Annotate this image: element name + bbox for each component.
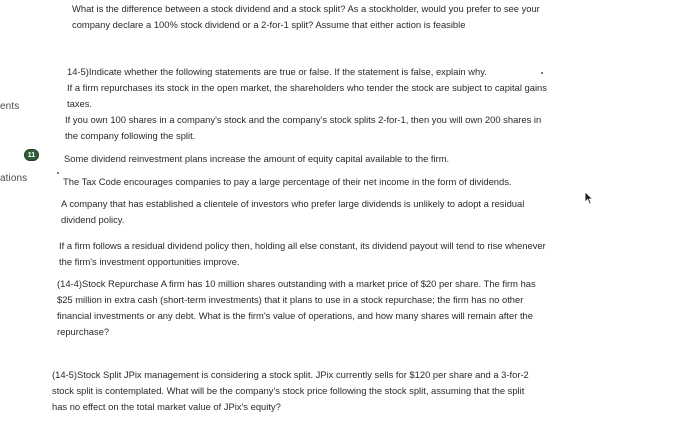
question-true-false-intro <box>67 64 627 112</box>
statement-dividend-reinvestment <box>64 151 634 167</box>
step-number-badge: 11 <box>24 149 39 161</box>
problem-stock-split <box>52 367 642 415</box>
question-line: stock split is contemplated. What will be the company's stock price following the stock split, assuming that the split <box>52 385 525 396</box>
sidebar-tab-applications[interactable]: ations <box>0 173 28 184</box>
bullet-dot-mark <box>57 172 59 174</box>
question-line: financial investments or any debt. What is the firm's value of operations, and how many shares will remain after the <box>57 310 533 321</box>
statement-clientele-effect <box>61 196 631 228</box>
question-line: dividend policy. <box>61 214 125 225</box>
question-line: If a firm repurchases its stock in the open market, the shareholders who tender the stock are subject to capital gains <box>67 82 547 93</box>
question-line: A company that has established a clientele of investors who prefer large dividends is unlikely to adopt a residual <box>61 198 525 209</box>
question-dividend-vs-split <box>72 1 612 33</box>
question-line: the firm's investment opportunities improve. <box>59 256 240 267</box>
question-line: (14-5)Stock Split JPix management is considering a stock split. JPix currently sells for $120 per share and a 3-for-2 <box>52 369 529 380</box>
question-line: If a firm follows a residual dividend policy then, holding all else constant, its dividend payout will tend to rise whenever <box>59 240 546 251</box>
question-line: repurchase? <box>57 326 110 337</box>
statement-residual-policy <box>59 238 639 270</box>
question-line: (14-4)Stock Repurchase A firm has 10 million shares outstanding with a market price of $20 per share. The firm has <box>57 278 536 289</box>
question-line: Some dividend reinvestment plans increase the amount of equity capital available to the firm. <box>64 153 450 164</box>
question-line: What is the difference between a stock dividend and a stock split? As a stockholder, would you prefer to see your <box>72 3 540 14</box>
question-line: If you own 100 shares in a company's stock and the company's stock splits 2-for-1, then you will own 200 shares in <box>65 114 542 125</box>
question-line: the company following the split. <box>65 130 196 141</box>
question-line: The Tax Code encourages companies to pay a large percentage of their net income in the form of dividends. <box>63 176 512 187</box>
question-line: 14-5)Indicate whether the following statements are true or false. If the statement is false, explain why. <box>67 66 487 77</box>
statement-tax-code <box>63 174 633 190</box>
statement-stock-split-shares <box>65 112 635 144</box>
stray-dot-mark <box>541 72 543 74</box>
question-line: company declare a 100% stock dividend or a 2-for-1 split? Assume that either action is feasible <box>72 19 466 30</box>
problem-stock-repurchase <box>57 276 637 340</box>
sidebar-tab-contents[interactable]: ents <box>0 101 20 112</box>
question-line: has no effect on the total market value of JPix's equity? <box>52 401 281 412</box>
question-line: $25 million in extra cash (short-term investments) that it plans to use in a stock repurchase; the firm has no other <box>57 294 524 305</box>
question-line: taxes. <box>67 98 93 109</box>
